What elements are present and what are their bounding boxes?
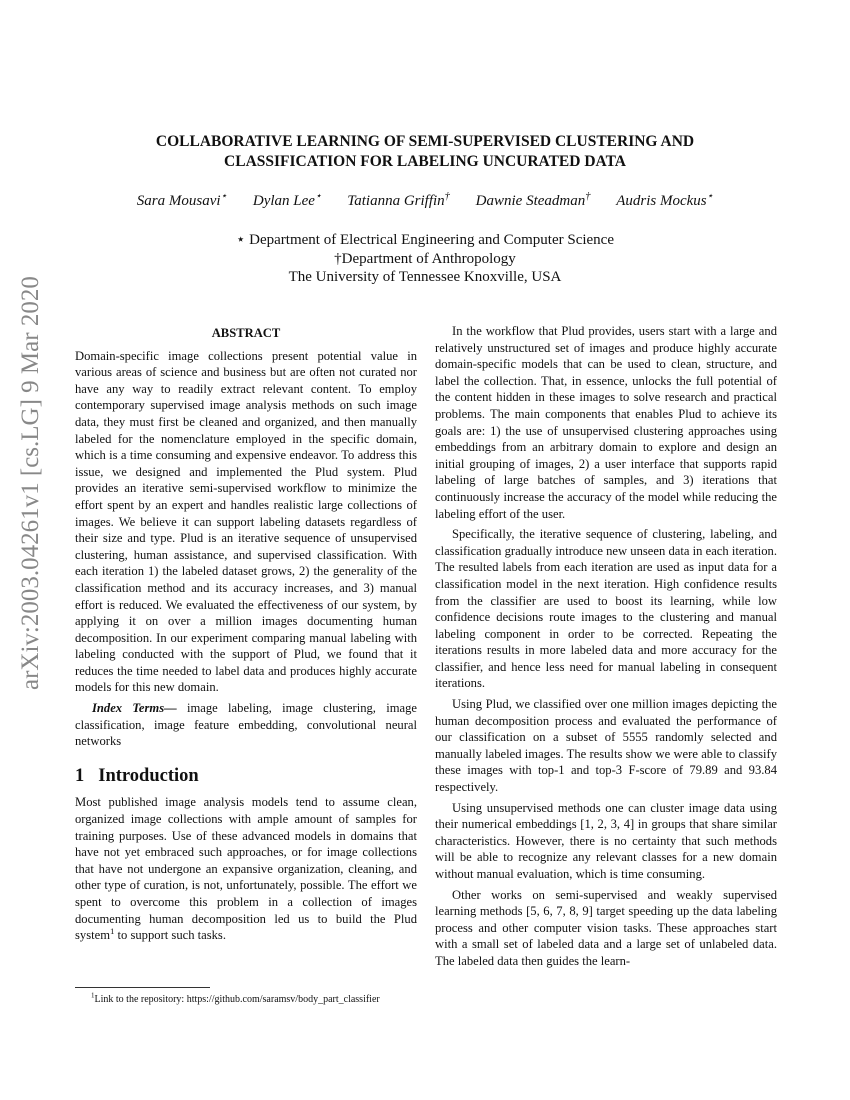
affiliation: The University of Tennessee Knoxville, USA	[288, 269, 562, 285]
arxiv-stamp: arXiv:2003.04261v1 [cs.LG] 9 Mar 2020	[17, 276, 44, 690]
body-paragraph: Other works on semi-supervised and weakly supervised learning methods [5, 6, 7, 8, 9] target speeding up the data labeling process and other computer vision tasks. These approaches start with a small set of labeled data and a large set of unlabeled data. The labeled data then guides the learn-	[435, 887, 777, 968]
intro-paragraph: Most published image analysis models tend to assume clean, organized image collections with ample amount of samples for training purposes. Use of these advanced models in domains that have not yet embraced such approaches, or for image collections that have not undergone an expansive organization, cleaning, and other type of curation, is not, unfortunately, possible. The effort we spent to overcome this problem in a collection of images documenting human decomposition led us to build the Plud system$^1$ to support such tasks.	[75, 795, 417, 943]
author: Dylan Lee⋆	[252, 191, 322, 209]
right-column	[435, 319, 777, 970]
footnote-text: Link to the repository: https://github.com/saramsv/body_part_classifier	[94, 994, 380, 1005]
affiliation: †Department of Anthropology	[334, 250, 516, 267]
author: Tatianna Griffin†	[347, 191, 450, 209]
paper-title	[0, 132, 850, 172]
footnote-ref[interactable]: 1	[109, 926, 115, 936]
title-line-1: COLLABORATIVE LEARNING OF SEMI-SUPERVISED CLUSTERING AND	[155, 133, 695, 150]
index-terms-label: Index Terms—	[92, 701, 177, 716]
footnote-rule	[75, 987, 210, 988]
footnote: $^1$Link to the repository: https://github.com/saramsv/body_part_classifier	[91, 991, 380, 1005]
section-heading: 1 Introduction	[75, 765, 199, 786]
author: Dawnie Steadman†	[475, 191, 591, 209]
body-paragraph: Specifically, the iterative sequence of clustering, labeling, and classification gradually introduce new unseen data in each iteration. The resulted labels from each iteration are used as input data for a classification model in the next iteration. High confidence results from the classifier are used to boost its learning, while low confidence decisions route images to the clustering and manual labeling component in order to be corrected. Repeating the iterations results in more labeled data and more accuracy for the classifier, and hence less need for manual labeling in consequent iterations.	[435, 527, 777, 691]
body-paragraph: In the workflow that Plud provides, users start with a large and relatively unstructured set of images and produce highly accurate domain-specific models that can be used to clean, structure, and label the collection. That, in essence, unlocks the full potential of the content hidden in these images to solve research and practical problems. The main components that enables Plud to achieve its goals are: 1) the use of unsupervised clustering approaches using embeddings from an arbitrary domain to explore and design an initial grouping of images, 2) a user interface that supports rapid labeling of large batches of samples, and 3) iterations that continuously increase the accuracy of the model while reducing the labeling effort of the user.	[435, 324, 777, 521]
abstract-heading: ABSTRACT	[211, 326, 281, 340]
abstract-text: Domain-specific image collections present potential value in various areas of science and business but are often not curated nor have any way to readily extract relevant content. To employ contemporary supervised image analysis methods on such image data, they must first be cleaned and organized, and then manually labeled for the nomenclature employed in the specific domain, which is a time consuming and expensive endeavor. To address this issue, we designed and implemented the Plud system. Plud provides an iterative semi-supervised workflow to minimize the effort spent by an expert and handles realistic large collections of images. We believe it can support labeling datasets regardless of their size and type. Plud is an iterative sequence of unsupervised clustering, human assistance, and supervised classification. With each iteration 1) the labeled dataset grows, 2) the generality of the classification method and its accuracy increases, and 3) manual effort is reduced. We evaluated the effectiveness of our system, by applying it on over a million images documenting human decomposition. In our experiment comparing manual labeling with labeling conducted with the support of Plud, we found that it reduces the time needed to label data and produces highly accurate models for this new domain.	[75, 348, 417, 695]
title-line-2: CLASSIFICATION FOR LABELING UNCURATED DATA	[224, 153, 626, 170]
author-list	[0, 193, 850, 210]
affiliations	[0, 231, 850, 287]
affiliation: ⋆ Department of Electrical Engineering and Computer Science	[236, 232, 614, 248]
left-column	[75, 325, 417, 944]
author: Audris Mockus⋆	[616, 191, 714, 209]
index-terms: Index Terms— image labeling, image clustering, image classification, image feature embedding, convolutional neural networks	[75, 701, 417, 749]
body-paragraph: Using unsupervised methods one can cluster image data using their numerical embeddings [1, 2, 3, 4] in groups that share similar characteristics. However, there is no certainty that such methods will be able to recognize any relevant classes for a new domain without manual evaluation, which is time consuming.	[435, 800, 777, 881]
author: Sara Mousavi⋆	[136, 191, 228, 209]
body-paragraph: Using Plud, we classified over one million images depicting the human decomposition process and evaluated the performance of our classification on a subset of 5555 randomly selected and manually labeled images. The results show we were able to classify these images with top-1 and top-3 F-score of 79.89 and 93.84 respectively.	[435, 697, 777, 795]
